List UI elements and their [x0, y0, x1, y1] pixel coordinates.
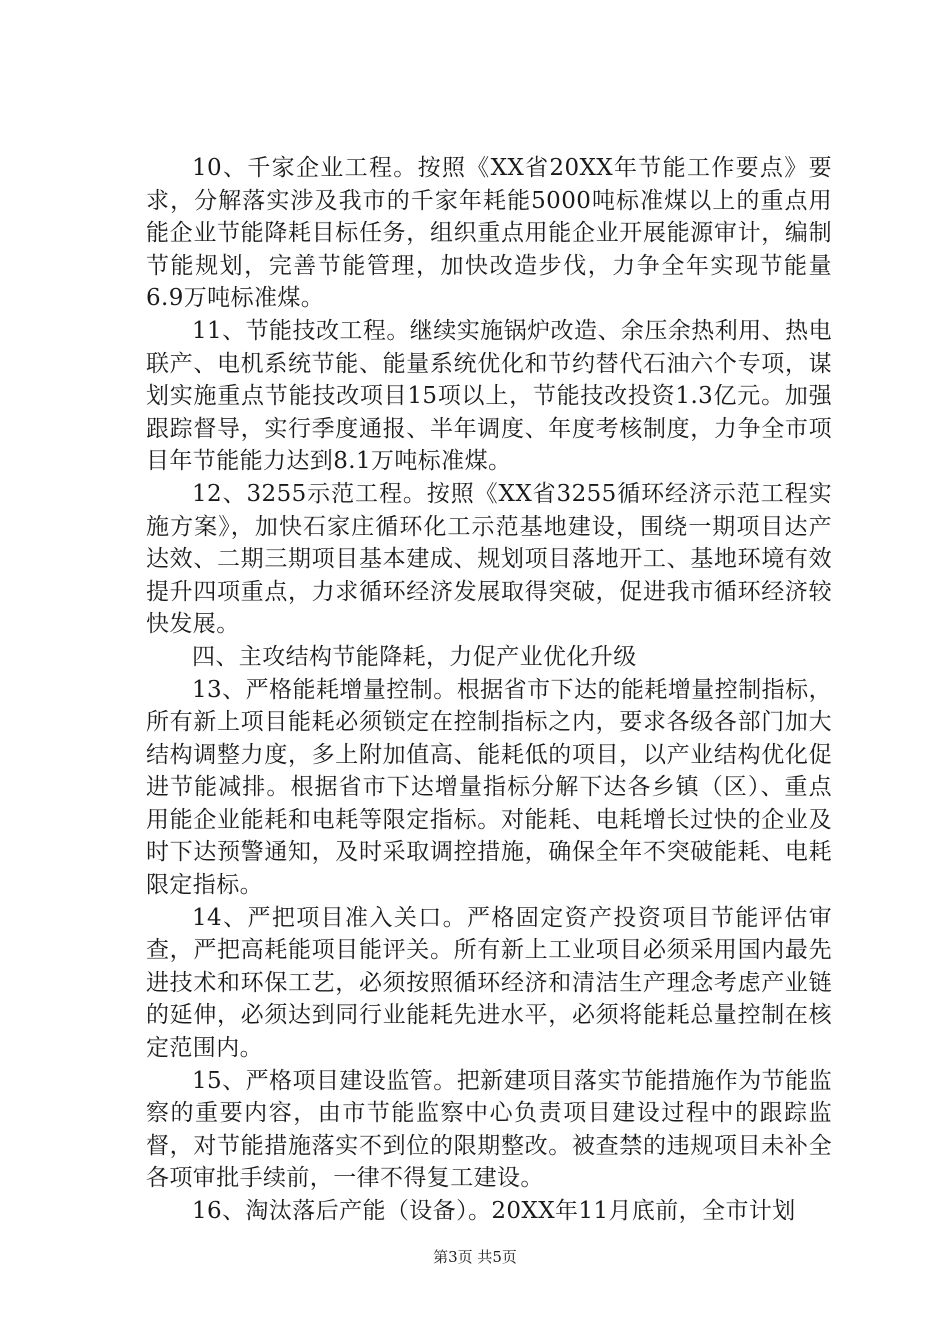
document-body	[146, 152, 832, 1228]
section-heading-4: 四、主攻结构节能降耗，力促产业优化升级	[192, 643, 637, 670]
paragraph-14-project-access: 14、严把项目准入关口。严格固定资产投资项目节能评估审查，严把高耗能项目能评关。所有新上工业项目必须采用国内最先进技术和环保工艺，必须按照循环经济和清洁生产理念考虑产业链的延伸，必须达到同行业能耗先进水平，必须将能耗总量控制在核定范围内。	[146, 904, 832, 1062]
paragraph-13-energy-increment: 13、严格能耗增量控制。根据省市下达的能耗增量控制指标，所有新上项目能耗必须锁定在控制指标之内，要求各级各部门加大结构调整力度，多上附加值高、能耗低的项目，以产业结构优化促进节能减排。根据省市下达增量指标分解下达各乡镇（区）、重点用能企业能耗和电耗等限定指标。对能耗、电耗增长过快的企业及时下达预警通知，及时采取调控措施，确保全年不突破能耗、电耗限定指标。	[146, 676, 832, 899]
paragraph-10-thousand-enterprises: 10、千家企业工程。按照《XX省20XX年节能工作要点》要求，分解落实涉及我市的千家年耗能5000吨标准煤以上的重点用能企业节能降耗目标任务，组织重点用能企业开展能源审计，编制节能规划，完善节能管理，加快改造步伐，力争全年实现节能量6.9万吨标准煤。	[146, 155, 832, 312]
page-footer: 第3页 共5页	[433, 1248, 517, 1266]
paragraph-12-3255-demo: 12、3255示范工程。按照《XX省3255循环经济示范工程实施方案》，加快石家庄循环化工示范基地建设，围绕一期项目达产达效、二期三期项目基本建成、规划项目落地开工、基地环境有效提升四项重点，力求循环经济发展取得突破，促进我市循环经济较快发展。	[146, 480, 832, 638]
paragraph-11-energy-retrofit: 11、节能技改工程。继续实施锅炉改造、余压余热利用、热电联产、电机系统节能、能量系统优化和节约替代石油六个专项，谋划实施重点节能技改项目15项以上，节能技改投资1.3亿元。加强跟踪督导，实行季度通报、半年调度、年度考核制度，力争全市项目年节能能力达到8.1万吨标准煤。	[146, 317, 832, 475]
paragraph-15-construction-supervision: 15、严格项目建设监管。把新建项目落实节能措施作为节能监察的重要内容，由市节能监察中心负责项目建设过程中的跟踪监督，对节能措施落实不到位的限期整改。被查禁的违规项目未补全各项审批手续前，一律不得复工建设。	[146, 1067, 832, 1192]
paragraph-16-eliminate-capacity: 16、淘汰落后产能（设备）。20XX年11月底前，全市计划	[192, 1198, 796, 1224]
